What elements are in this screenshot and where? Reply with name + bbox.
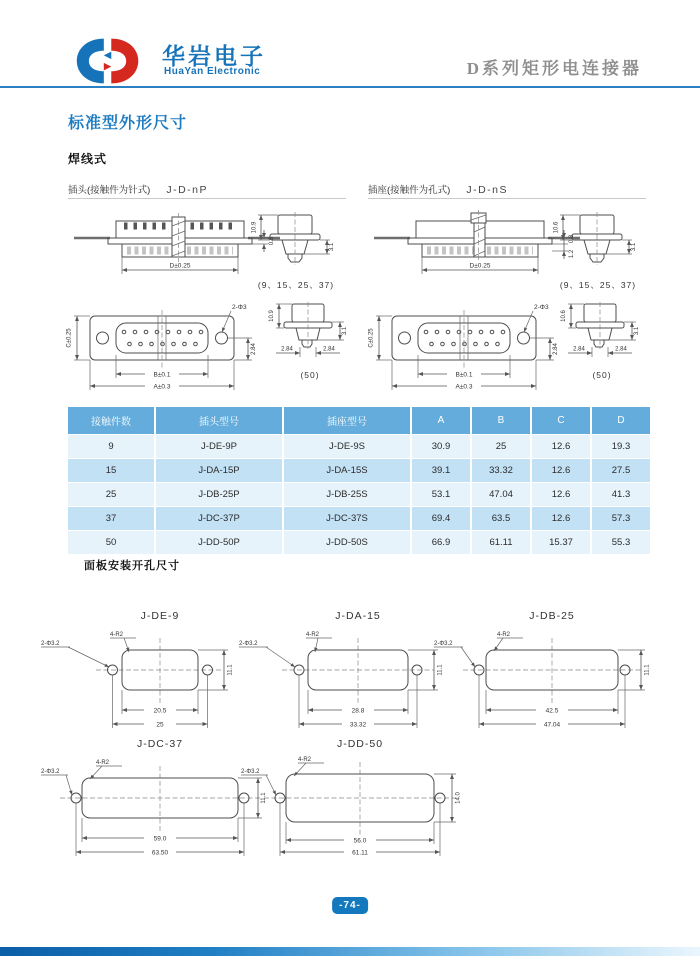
- corner-radius-label: 4-R2: [298, 757, 312, 763]
- pitch-left: 2.84: [281, 346, 293, 353]
- panel-model-jdc37: J-DC-37: [136, 738, 184, 750]
- hole-dia-label: 2-Φ3.2: [41, 641, 60, 647]
- col-header-d: D: [592, 407, 650, 434]
- dim-gap2: 1.2: [569, 249, 575, 259]
- table-header-row: [68, 407, 650, 434]
- corner-radius-label: 4-R2: [306, 632, 320, 638]
- panel-cutout-jdd50: [240, 752, 470, 858]
- col-header-contacts: 接触件数: [68, 407, 154, 434]
- cutout-height: 11.1: [644, 664, 651, 676]
- table-cell: 57.3: [592, 507, 650, 530]
- socket-front-view-drawing: [366, 300, 571, 392]
- table-cell: 12.6: [532, 459, 590, 482]
- page-title: 标准型外形尺寸: [68, 115, 188, 132]
- table-cell: 39.1: [412, 459, 470, 482]
- panel-model-jdb25: J-DB-25: [529, 610, 575, 622]
- pitch-right: 2.84: [323, 346, 335, 353]
- dim-v: 2.84: [251, 343, 257, 355]
- company-logo: [74, 35, 156, 87]
- dim-c: C±0.25: [368, 328, 375, 348]
- table-cell: 12.6: [532, 435, 590, 458]
- profile-side: 3.1: [634, 326, 640, 336]
- table-cell: 33.32: [472, 459, 530, 482]
- company-name-zh: 华岩电子: [162, 43, 266, 69]
- cutout-height: 11.1: [227, 664, 234, 676]
- dim-b: B±0.1: [153, 371, 171, 379]
- plug-sizes-note: (9、15、25、37): [257, 280, 335, 290]
- col-header-socket-model: 插座型号: [284, 407, 410, 434]
- cutout-outer-width: 47.04: [543, 721, 561, 729]
- profile-side: 3.1: [342, 326, 348, 336]
- table-cell: J-DB-25P: [156, 483, 282, 506]
- table-row: [68, 459, 650, 482]
- socket-profile-drawing: [560, 302, 644, 364]
- cutout-inner-width: 59.0: [153, 835, 167, 843]
- panel-model-jda15: J-DA-15: [335, 610, 381, 622]
- hole-dia-label: 2-Φ3.2: [241, 769, 260, 775]
- table-row: [68, 483, 650, 506]
- col-header-c: C: [532, 407, 590, 434]
- table-cell: J-DC-37S: [284, 507, 410, 530]
- table-cell: 12.6: [532, 483, 590, 506]
- table-cell: J-DD-50P: [156, 531, 282, 554]
- dim-holes: 2-Φ3: [534, 304, 549, 311]
- cutout-outer-width: 33.32: [349, 721, 367, 729]
- table-cell: 50: [68, 531, 154, 554]
- logo-mark-icon: [74, 35, 156, 87]
- table-cell: J-DB-25S: [284, 483, 410, 506]
- cutout-height: 11.1: [437, 664, 444, 676]
- plug-model: J-D-nP: [166, 184, 208, 196]
- table-cell: J-DA-15S: [284, 459, 410, 482]
- panel-section-title: 面板安装开孔尺寸: [84, 560, 180, 572]
- hole-dia-label: 2-Φ3.2: [434, 641, 453, 647]
- table-cell: 47.04: [472, 483, 530, 506]
- socket-side-view-drawing: [372, 212, 582, 278]
- panel-cutout-jdb25: [433, 624, 663, 730]
- spec-table-container: [66, 406, 652, 555]
- table-cell: J-DE-9S: [284, 435, 410, 458]
- table-cell: J-DA-15P: [156, 459, 282, 482]
- dim-height: 10.6: [553, 221, 560, 234]
- corner-radius-label: 4-R2: [497, 632, 511, 638]
- cutout-inner-width: 28.8: [351, 707, 365, 715]
- cutout-inner-width: 56.0: [353, 837, 367, 845]
- cutout-height: 14.0: [455, 792, 462, 804]
- cutout-outer-width: 63.50: [151, 849, 169, 857]
- dim-gap: 0.8: [569, 234, 575, 244]
- table-row: [68, 507, 650, 530]
- col-header-plug-model: 插头型号: [156, 407, 282, 434]
- table-cell: 37: [68, 507, 154, 530]
- plug-front-sizes-note: (50): [300, 370, 320, 380]
- dim-a: A±0.3: [153, 383, 171, 391]
- table-cell: J-DC-37P: [156, 507, 282, 530]
- pitch-left: 2.84: [573, 346, 585, 353]
- socket-heading: [368, 180, 508, 198]
- table-cell: 15: [68, 459, 154, 482]
- dim-b: B±0.1: [455, 371, 473, 379]
- col-header-b: B: [472, 407, 530, 434]
- dim-d: D±0.25: [169, 262, 191, 270]
- dim-holes: 2-Φ3: [232, 304, 247, 311]
- socket-end-view-drawing: [552, 212, 644, 278]
- dim-c: C±0.25: [66, 328, 73, 348]
- corner-radius-label: 4-R2: [110, 632, 124, 638]
- dim-height: 10.9: [251, 221, 258, 234]
- cutout-height: 11.1: [261, 792, 267, 804]
- table-cell: 53.1: [412, 483, 470, 506]
- profile-height: 10.9: [269, 310, 275, 322]
- table-cell: 69.4: [412, 507, 470, 530]
- table-cell: J-DD-50S: [284, 531, 410, 554]
- corner-radius-label: 4-R2: [96, 760, 110, 766]
- table-cell: 63.5: [472, 507, 530, 530]
- spec-table: [66, 406, 652, 555]
- spec-table-body: [68, 435, 650, 554]
- hole-dia-label: 2-Φ3.2: [239, 641, 258, 647]
- dim-gap: 0.8: [269, 236, 275, 246]
- table-cell: 30.9: [412, 435, 470, 458]
- panel-cutout-jdc37: [40, 752, 270, 858]
- doc-title: D系列矩形电连接器: [466, 59, 642, 78]
- plug-end-view-drawing: [250, 212, 342, 278]
- table-cell: 61.11: [472, 531, 530, 554]
- table-row: [68, 531, 650, 554]
- hole-dia-label: 2-Φ3.2: [41, 769, 60, 775]
- cutout-outer-width: 61.11: [352, 849, 368, 857]
- cutout-outer-width: 25: [156, 721, 164, 729]
- table-cell: 9: [68, 435, 154, 458]
- table-cell: 12.6: [532, 507, 590, 530]
- cutout-inner-width: 20.5: [153, 707, 167, 715]
- profile-height: 10.6: [561, 310, 567, 322]
- panel-cutout-jde9: [40, 624, 270, 730]
- plug-front-view-drawing: [64, 300, 269, 392]
- cutout-inner-width: 42.5: [545, 707, 559, 715]
- socket-label: 插座(接触件为孔式): [368, 185, 451, 196]
- socket-sizes-note: (9、15、25、37): [559, 280, 637, 290]
- table-cell: 25: [68, 483, 154, 506]
- table-cell: 15.37: [532, 531, 590, 554]
- panel-model-jdd50: J-DD-50: [336, 738, 384, 750]
- table-cell: 25: [472, 435, 530, 458]
- dim-side: 3.1: [631, 242, 637, 252]
- table-cell: 66.9: [412, 531, 470, 554]
- col-header-a: A: [412, 407, 470, 434]
- page-number-badge: -74-: [332, 897, 368, 914]
- table-row: [68, 435, 650, 458]
- dim-v: 2.84: [553, 343, 559, 355]
- header-rule: [0, 86, 700, 88]
- socket-model: J-D-nS: [466, 184, 508, 196]
- socket-rule: [368, 198, 646, 199]
- footer-gradient-bar: [0, 947, 700, 956]
- wire-type-title: 焊线式: [68, 152, 108, 166]
- company-name-en: HuaYan Electronic: [164, 66, 261, 77]
- table-cell: 27.5: [592, 459, 650, 482]
- panel-model-jde9: J-DE-9: [140, 610, 180, 622]
- dim-a: A±0.3: [455, 383, 473, 391]
- socket-front-sizes-note: (50): [592, 370, 612, 380]
- pitch-right: 2.84: [615, 346, 627, 353]
- plug-rule: [68, 198, 346, 199]
- plug-label: 插头(接触件为针式): [68, 185, 151, 196]
- table-cell: 41.3: [592, 483, 650, 506]
- dim-side: 3.1: [329, 242, 335, 252]
- table-cell: 55.3: [592, 531, 650, 554]
- table-cell: 19.3: [592, 435, 650, 458]
- dim-d: D±0.25: [469, 262, 491, 270]
- table-cell: J-DE-9P: [156, 435, 282, 458]
- plug-heading: [68, 180, 208, 198]
- plug-profile-drawing: [268, 302, 352, 364]
